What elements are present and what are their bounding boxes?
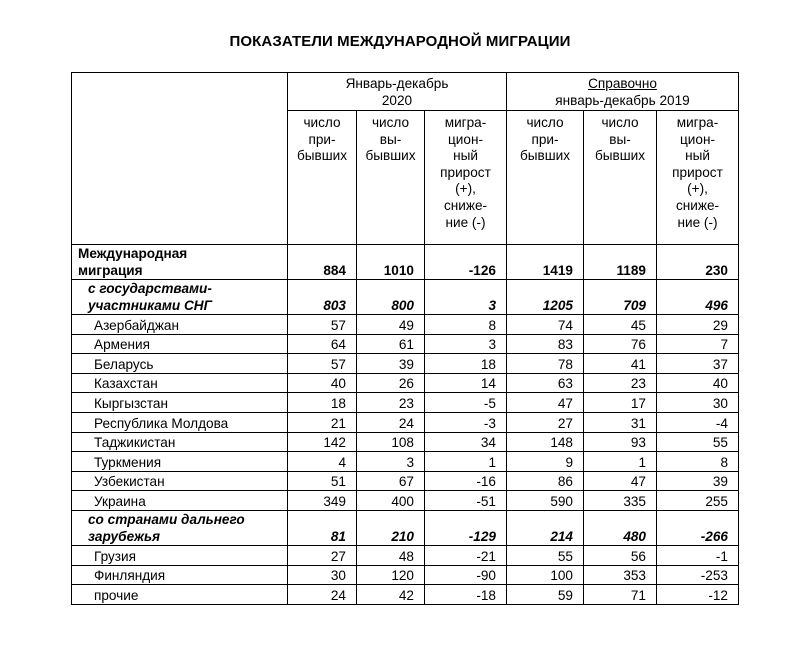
table-row xyxy=(72,545,739,565)
header-line: ние (-) xyxy=(445,214,486,230)
table-cell: 51 xyxy=(288,471,357,491)
row-label-line: со странами дальнего xyxy=(88,511,245,527)
table-cell: 37 xyxy=(657,354,739,374)
table-cell: 76 xyxy=(584,334,657,354)
row-label-line: миграция xyxy=(78,263,143,278)
table-cell: 3 xyxy=(357,452,425,472)
table-cell: 255 xyxy=(657,491,739,511)
header-line: прирост xyxy=(672,164,723,180)
table-cell: 349 xyxy=(288,491,357,511)
table-cell: 9 xyxy=(507,452,584,472)
row-label xyxy=(72,491,288,511)
table-row xyxy=(72,452,739,472)
table-cell: 30 xyxy=(288,565,357,585)
table-cell: 55 xyxy=(507,545,584,565)
table-cell: -266 xyxy=(657,510,739,545)
row-label xyxy=(72,245,288,280)
header-line: бывших xyxy=(519,148,571,164)
table-cell: -90 xyxy=(425,565,507,585)
table-cell: 39 xyxy=(357,354,425,374)
table-cell: 83 xyxy=(507,334,584,354)
row-label-line: Беларусь xyxy=(94,356,154,372)
table-row xyxy=(72,315,739,335)
table-cell: 74 xyxy=(507,315,584,335)
table-cell: 57 xyxy=(288,315,357,335)
row-label xyxy=(72,334,288,354)
table-cell: 884 xyxy=(288,245,357,280)
table-cell: 210 xyxy=(357,510,425,545)
table-cell: 67 xyxy=(357,471,425,491)
header-line: вы- xyxy=(379,131,402,147)
table-cell: 29 xyxy=(657,315,739,335)
table-cell: 64 xyxy=(288,334,357,354)
table-cell: 100 xyxy=(507,565,584,585)
table-cell: 4 xyxy=(288,452,357,472)
row-label xyxy=(72,315,288,335)
table-cell: 56 xyxy=(584,545,657,565)
table-cell: 496 xyxy=(657,280,739,315)
row-label-line: Таджикистан xyxy=(94,435,176,451)
table-cell: 27 xyxy=(507,412,584,432)
table-row xyxy=(72,432,739,452)
table-row xyxy=(72,373,739,393)
table-cell: 21 xyxy=(288,412,357,432)
table-cell: 8 xyxy=(657,452,739,472)
table-cell: 40 xyxy=(288,373,357,393)
table-cell: 230 xyxy=(657,245,739,280)
table-cell: 63 xyxy=(507,373,584,393)
table-row xyxy=(72,334,739,354)
row-label-line: Украина xyxy=(94,493,146,509)
table-cell: 18 xyxy=(425,354,507,374)
table-cell: 49 xyxy=(357,315,425,335)
table-row xyxy=(72,510,739,545)
table-cell: 8 xyxy=(425,315,507,335)
row-label xyxy=(72,452,288,472)
table-cell: 86 xyxy=(507,471,584,491)
table-cell: -253 xyxy=(657,565,739,585)
header-departed-2020 xyxy=(357,111,425,245)
header-line: ние (-) xyxy=(677,214,718,230)
header-line: бывших xyxy=(594,148,646,164)
table-cell: 803 xyxy=(288,280,357,315)
table-cell: -18 xyxy=(425,585,507,605)
table-cell: 34 xyxy=(425,432,507,452)
row-label-line: Туркмения xyxy=(94,454,162,470)
header-departed-2019 xyxy=(584,111,657,245)
row-label xyxy=(72,565,288,585)
table-cell: 1419 xyxy=(507,245,584,280)
table-cell: 214 xyxy=(507,510,584,545)
table-cell: 709 xyxy=(584,280,657,315)
header-line: прирост xyxy=(440,164,491,180)
header-period-2020: Январь-декабрь 2020 xyxy=(288,73,507,111)
header-line: мигра- xyxy=(676,115,719,130)
header-corner-cell xyxy=(72,73,288,245)
page-title: ПОКАЗАТЕЛИ МЕЖДУНАРОДНОЙ МИГРАЦИИ xyxy=(229,33,571,50)
table-row xyxy=(72,245,739,280)
row-label-line: прочие xyxy=(94,587,139,603)
header-line: число xyxy=(303,115,341,130)
header-line: ный xyxy=(453,148,478,164)
table-cell: -12 xyxy=(657,585,739,605)
header-line: цион- xyxy=(680,131,715,147)
header-line: цион- xyxy=(448,131,483,147)
row-label-line: Международная xyxy=(78,246,188,261)
row-label xyxy=(72,393,288,413)
header-line: число xyxy=(371,115,410,130)
table-cell: 1 xyxy=(584,452,657,472)
table-cell: 1205 xyxy=(507,280,584,315)
row-label xyxy=(72,471,288,491)
row-label xyxy=(72,412,288,432)
table-cell: 23 xyxy=(357,393,425,413)
table-cell: 71 xyxy=(584,585,657,605)
header-line: при- xyxy=(308,131,336,147)
row-label-line: Финляндия xyxy=(94,568,166,584)
table-row xyxy=(72,565,739,585)
table-cell: 108 xyxy=(357,432,425,452)
row-label xyxy=(72,432,288,452)
row-label xyxy=(72,510,288,545)
header-line: (+), xyxy=(455,181,476,197)
row-label-line: Республика Молдова xyxy=(94,415,229,431)
header-line: число xyxy=(601,115,639,130)
header-line: число xyxy=(526,115,564,130)
table-cell: 31 xyxy=(584,412,657,432)
header-line: (+), xyxy=(687,181,708,197)
row-label-line: зарубежья xyxy=(88,528,161,544)
header-arrived-2019 xyxy=(507,111,584,245)
table-cell: 41 xyxy=(584,354,657,374)
header-line: мигра- xyxy=(444,115,487,130)
table-cell: -129 xyxy=(425,510,507,545)
table-cell: 55 xyxy=(657,432,739,452)
table-cell: 14 xyxy=(425,373,507,393)
header-net-2020 xyxy=(425,111,507,245)
row-label-line: с государствами- xyxy=(88,281,212,296)
row-label-line: Кыргызстан xyxy=(94,395,168,411)
table-cell: 1010 xyxy=(357,245,425,280)
table-cell: 27 xyxy=(288,545,357,565)
table-cell: 61 xyxy=(357,334,425,354)
table-cell: 18 xyxy=(288,393,357,413)
header-period-2019: Справочно январь-декабрь 2019 xyxy=(507,73,739,111)
header-line: сниже- xyxy=(675,197,720,213)
table-cell: 81 xyxy=(288,510,357,545)
row-label-line: Азербайджан xyxy=(94,317,179,333)
table-cell: 59 xyxy=(507,585,584,605)
row-label-line: Армения xyxy=(94,337,150,353)
table-cell: 142 xyxy=(288,432,357,452)
table-cell: 45 xyxy=(584,315,657,335)
header-arrived-2020 xyxy=(288,111,357,245)
header-line: сниже- xyxy=(443,197,488,213)
table-cell: 335 xyxy=(584,491,657,511)
table-row xyxy=(72,585,739,605)
table-cell: 120 xyxy=(357,565,425,585)
table-row xyxy=(72,354,739,374)
table-cell: -126 xyxy=(425,245,507,280)
table-cell: 24 xyxy=(357,412,425,432)
table-cell: -51 xyxy=(425,491,507,511)
table-cell: 24 xyxy=(288,585,357,605)
table-cell: 7 xyxy=(657,334,739,354)
row-label xyxy=(72,585,288,605)
table-cell: -5 xyxy=(425,393,507,413)
table-cell: 17 xyxy=(584,393,657,413)
table-row xyxy=(72,471,739,491)
table-cell: -16 xyxy=(425,471,507,491)
table-cell: -4 xyxy=(657,412,739,432)
table-cell: 47 xyxy=(507,393,584,413)
row-label xyxy=(72,280,288,315)
header-line: бывших xyxy=(365,148,416,164)
migration-table xyxy=(71,72,739,605)
row-label-line: Грузия xyxy=(94,548,136,564)
table-row xyxy=(72,491,739,511)
table-cell: 1 xyxy=(425,452,507,472)
header-row-periods xyxy=(72,73,739,111)
table-cell: 480 xyxy=(584,510,657,545)
table-row xyxy=(72,280,739,315)
table-cell: 26 xyxy=(357,373,425,393)
table-cell: 42 xyxy=(357,585,425,605)
row-label xyxy=(72,354,288,374)
table-cell: -21 xyxy=(425,545,507,565)
header-line: вы- xyxy=(609,131,631,147)
table-cell: 590 xyxy=(507,491,584,511)
table-cell: 800 xyxy=(357,280,425,315)
row-label xyxy=(72,373,288,393)
table-row xyxy=(72,393,739,413)
row-label-line: Узбекистан xyxy=(94,474,165,490)
header-net-2019 xyxy=(657,111,739,245)
table-cell: 39 xyxy=(657,471,739,491)
header-line: при- xyxy=(531,131,559,147)
table-cell: 78 xyxy=(507,354,584,374)
row-label-line: участниками СНГ xyxy=(88,298,212,313)
table-cell: 3 xyxy=(425,334,507,354)
table-cell: 3 xyxy=(425,280,507,315)
table-cell: 30 xyxy=(657,393,739,413)
table-cell: 93 xyxy=(584,432,657,452)
table-cell: 57 xyxy=(288,354,357,374)
table-row xyxy=(72,412,739,432)
table-cell: 40 xyxy=(657,373,739,393)
table-cell: 400 xyxy=(357,491,425,511)
header-line: ный xyxy=(685,148,710,164)
table-cell: 148 xyxy=(507,432,584,452)
table-cell: 1189 xyxy=(584,245,657,280)
table-cell: -1 xyxy=(657,545,739,565)
header-line: бывших xyxy=(296,148,348,164)
table-cell: -3 xyxy=(425,412,507,432)
table-cell: 23 xyxy=(584,373,657,393)
table-cell: 353 xyxy=(584,565,657,585)
row-label xyxy=(72,545,288,565)
table-cell: 48 xyxy=(357,545,425,565)
table-cell: 47 xyxy=(584,471,657,491)
row-label-line: Казахстан xyxy=(94,376,158,392)
